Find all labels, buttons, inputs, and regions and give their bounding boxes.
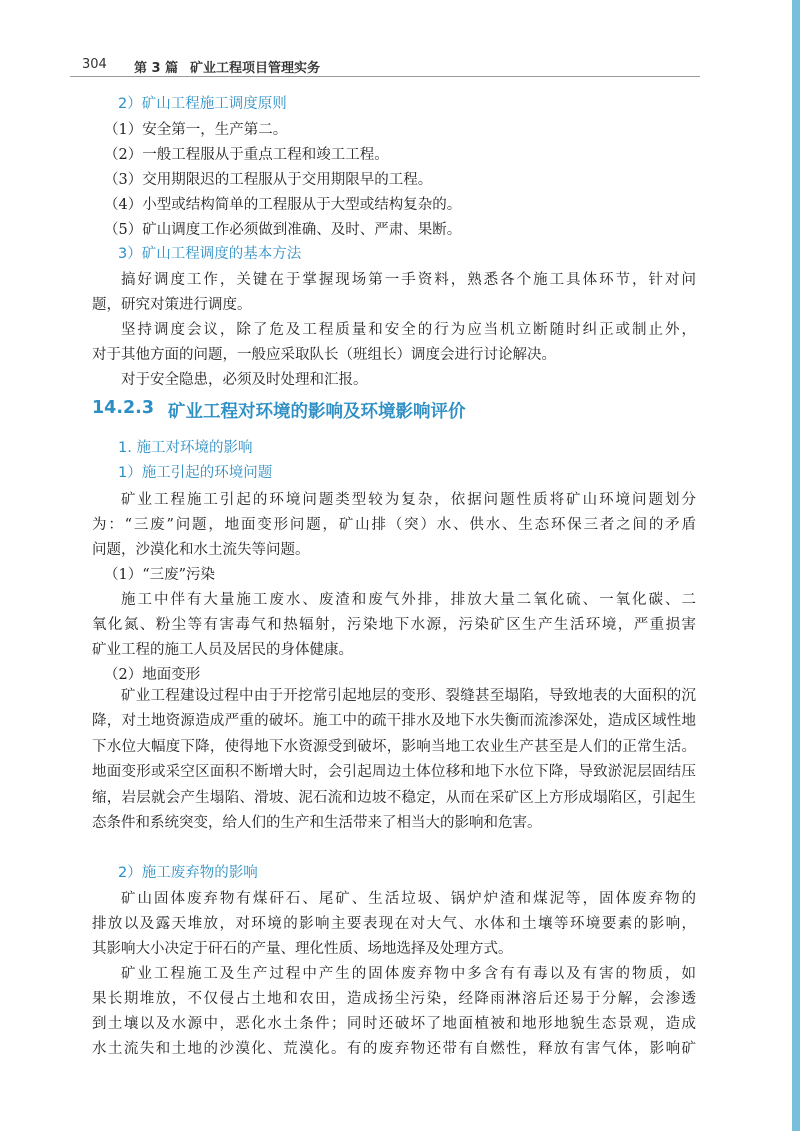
principle-item: （5）矿山调度工作必须做到准确、及时、严肃、果断。 [104, 222, 462, 238]
paragraph-line: 到土壤以及水源中，恶化水土条件；同时还破坏了地面植被和地形地貌生态景观，造成 [92, 1016, 696, 1032]
paragraph-line: 果长期堆放，不仅侵占土地和农田，造成扬尘污染，经降雨淋溶后还易于分解，会渗透 [92, 991, 696, 1007]
paragraph-line: 题，研究对策进行调度。 [92, 297, 252, 313]
paragraph-line: 氧化氮、粉尘等有害毒气和热辐射，污染地下水源，污染矿区生产生活环境，严重损害 [92, 617, 696, 633]
paragraph-line: 坚持调度会议，除了危及工程质量和安全的行为应当机立断随时纠正或制止外， [121, 322, 696, 338]
principle-item: （1）安全第一，生产第二。 [104, 122, 288, 138]
paragraph-line: 排放以及露天堆放，对环境的影响主要表现在对大气、水体和土壤等环境要素的影响， [92, 916, 696, 932]
section-number: 14.2.3 [92, 398, 155, 418]
principle-item: （4）小型或结构简单的工程服从于大型或结构复杂的。 [104, 197, 462, 213]
heading-dispatch-methods: 3）矿山工程调度的基本方法 [118, 246, 302, 262]
paragraph-line: 问题，沙漠化和水土流失等问题。 [92, 542, 310, 558]
item-title-three-wastes: （1）“三废”污染 [104, 567, 216, 583]
paragraph-line: 为：“三废”问题，地面变形问题，矿山排（突）水、供水、生态环保三者之间的矛盾 [92, 517, 696, 533]
paragraph-line: 对于其他方面的问题，一般应采取队长（班组长）调度会进行讨论解决。 [92, 347, 556, 363]
book-title: 矿业工程项目管理实务 [190, 61, 321, 76]
section-title: 矿业工程对环境的影响及环境影响评价 [168, 402, 466, 422]
paragraph-line: 水土流失和土地的沙漠化、荒漠化。有的废弃物还带有自燃性，释放有害气体，影响矿 [92, 1041, 696, 1057]
paragraph-ground-deformation: 矿业工程建设过程中由于开挖常引起地层的变形、裂缝甚至塌陷，导致地表的大面积的沉降，对土地资源造成严重的破坏。施工中的疏干排水及地下水失衡而流渗深处，造成区域性地下水位大幅度下降，使得地下水资源受到破坏，影响当地工农业生产甚至是人们的正常生活。地面变形或采空区面积不断增大时，会引起周边土体位移和地下水位下降，导致淤泥层固结压缩，岩层就会产生塌陷、滑坡、泥石流和边坡不稳定，从而在采矿区上方形成塌陷区，引起生态条件和系统突变，给人们的生产和生活带来了相当大的影响和危害。 [92, 688, 696, 832]
subheading-environmental-problems: 1）施工引起的环境问题 [118, 465, 273, 481]
heading-dispatch-principles: 2）矿山工程施工调度原则 [118, 96, 287, 112]
paragraph-line: 对于安全隐患，必须及时处理和汇报。 [121, 372, 368, 388]
item-title-ground-deformation: （2）地面变形 [104, 667, 201, 683]
part-label: 第 3 篇 [134, 61, 179, 76]
paragraph-line: 施工中伴有大量施工废水、废渣和废气外排，排放大量二氧化硫、一氧化碳、二 [121, 592, 696, 608]
paragraph-line: 矿山固体废弃物有煤矸石、尾矿、生活垃圾、锅炉炉渣和煤泥等，固体废弃物的 [121, 891, 696, 907]
principle-item: （3）交用期限迟的工程服从于交用期限早的工程。 [104, 172, 433, 188]
paragraph-line: 矿业工程的施工人员及居民的身体健康。 [92, 642, 353, 658]
subheading-waste-impact: 2）施工废弃物的影响 [118, 865, 258, 881]
paragraph-line: 矿业工程施工及生产过程中产生的固体废弃物中多含有有毒以及有害的物质，如 [121, 966, 696, 982]
page-edge-color-bar [792, 0, 800, 1131]
paragraph-line: 矿业工程施工引起的环境问题类型较为复杂，依据问题性质将矿山环境问题划分 [121, 492, 696, 508]
principle-item: （2）一般工程服从于重点工程和竣工工程。 [104, 147, 389, 163]
paragraph-line: 其影响大小决定于矸石的产量、理化性质、场地选择及处理方式。 [92, 941, 513, 957]
subheading-construction-impact: 1. 施工对环境的影响 [118, 440, 253, 456]
page-number: 304 [82, 57, 107, 72]
header-rule [70, 76, 700, 77]
running-header [70, 56, 730, 78]
paragraph-line: 搞好调度工作，关键在于掌握现场第一手资料，熟悉各个施工具体环节，针对问 [121, 272, 696, 288]
